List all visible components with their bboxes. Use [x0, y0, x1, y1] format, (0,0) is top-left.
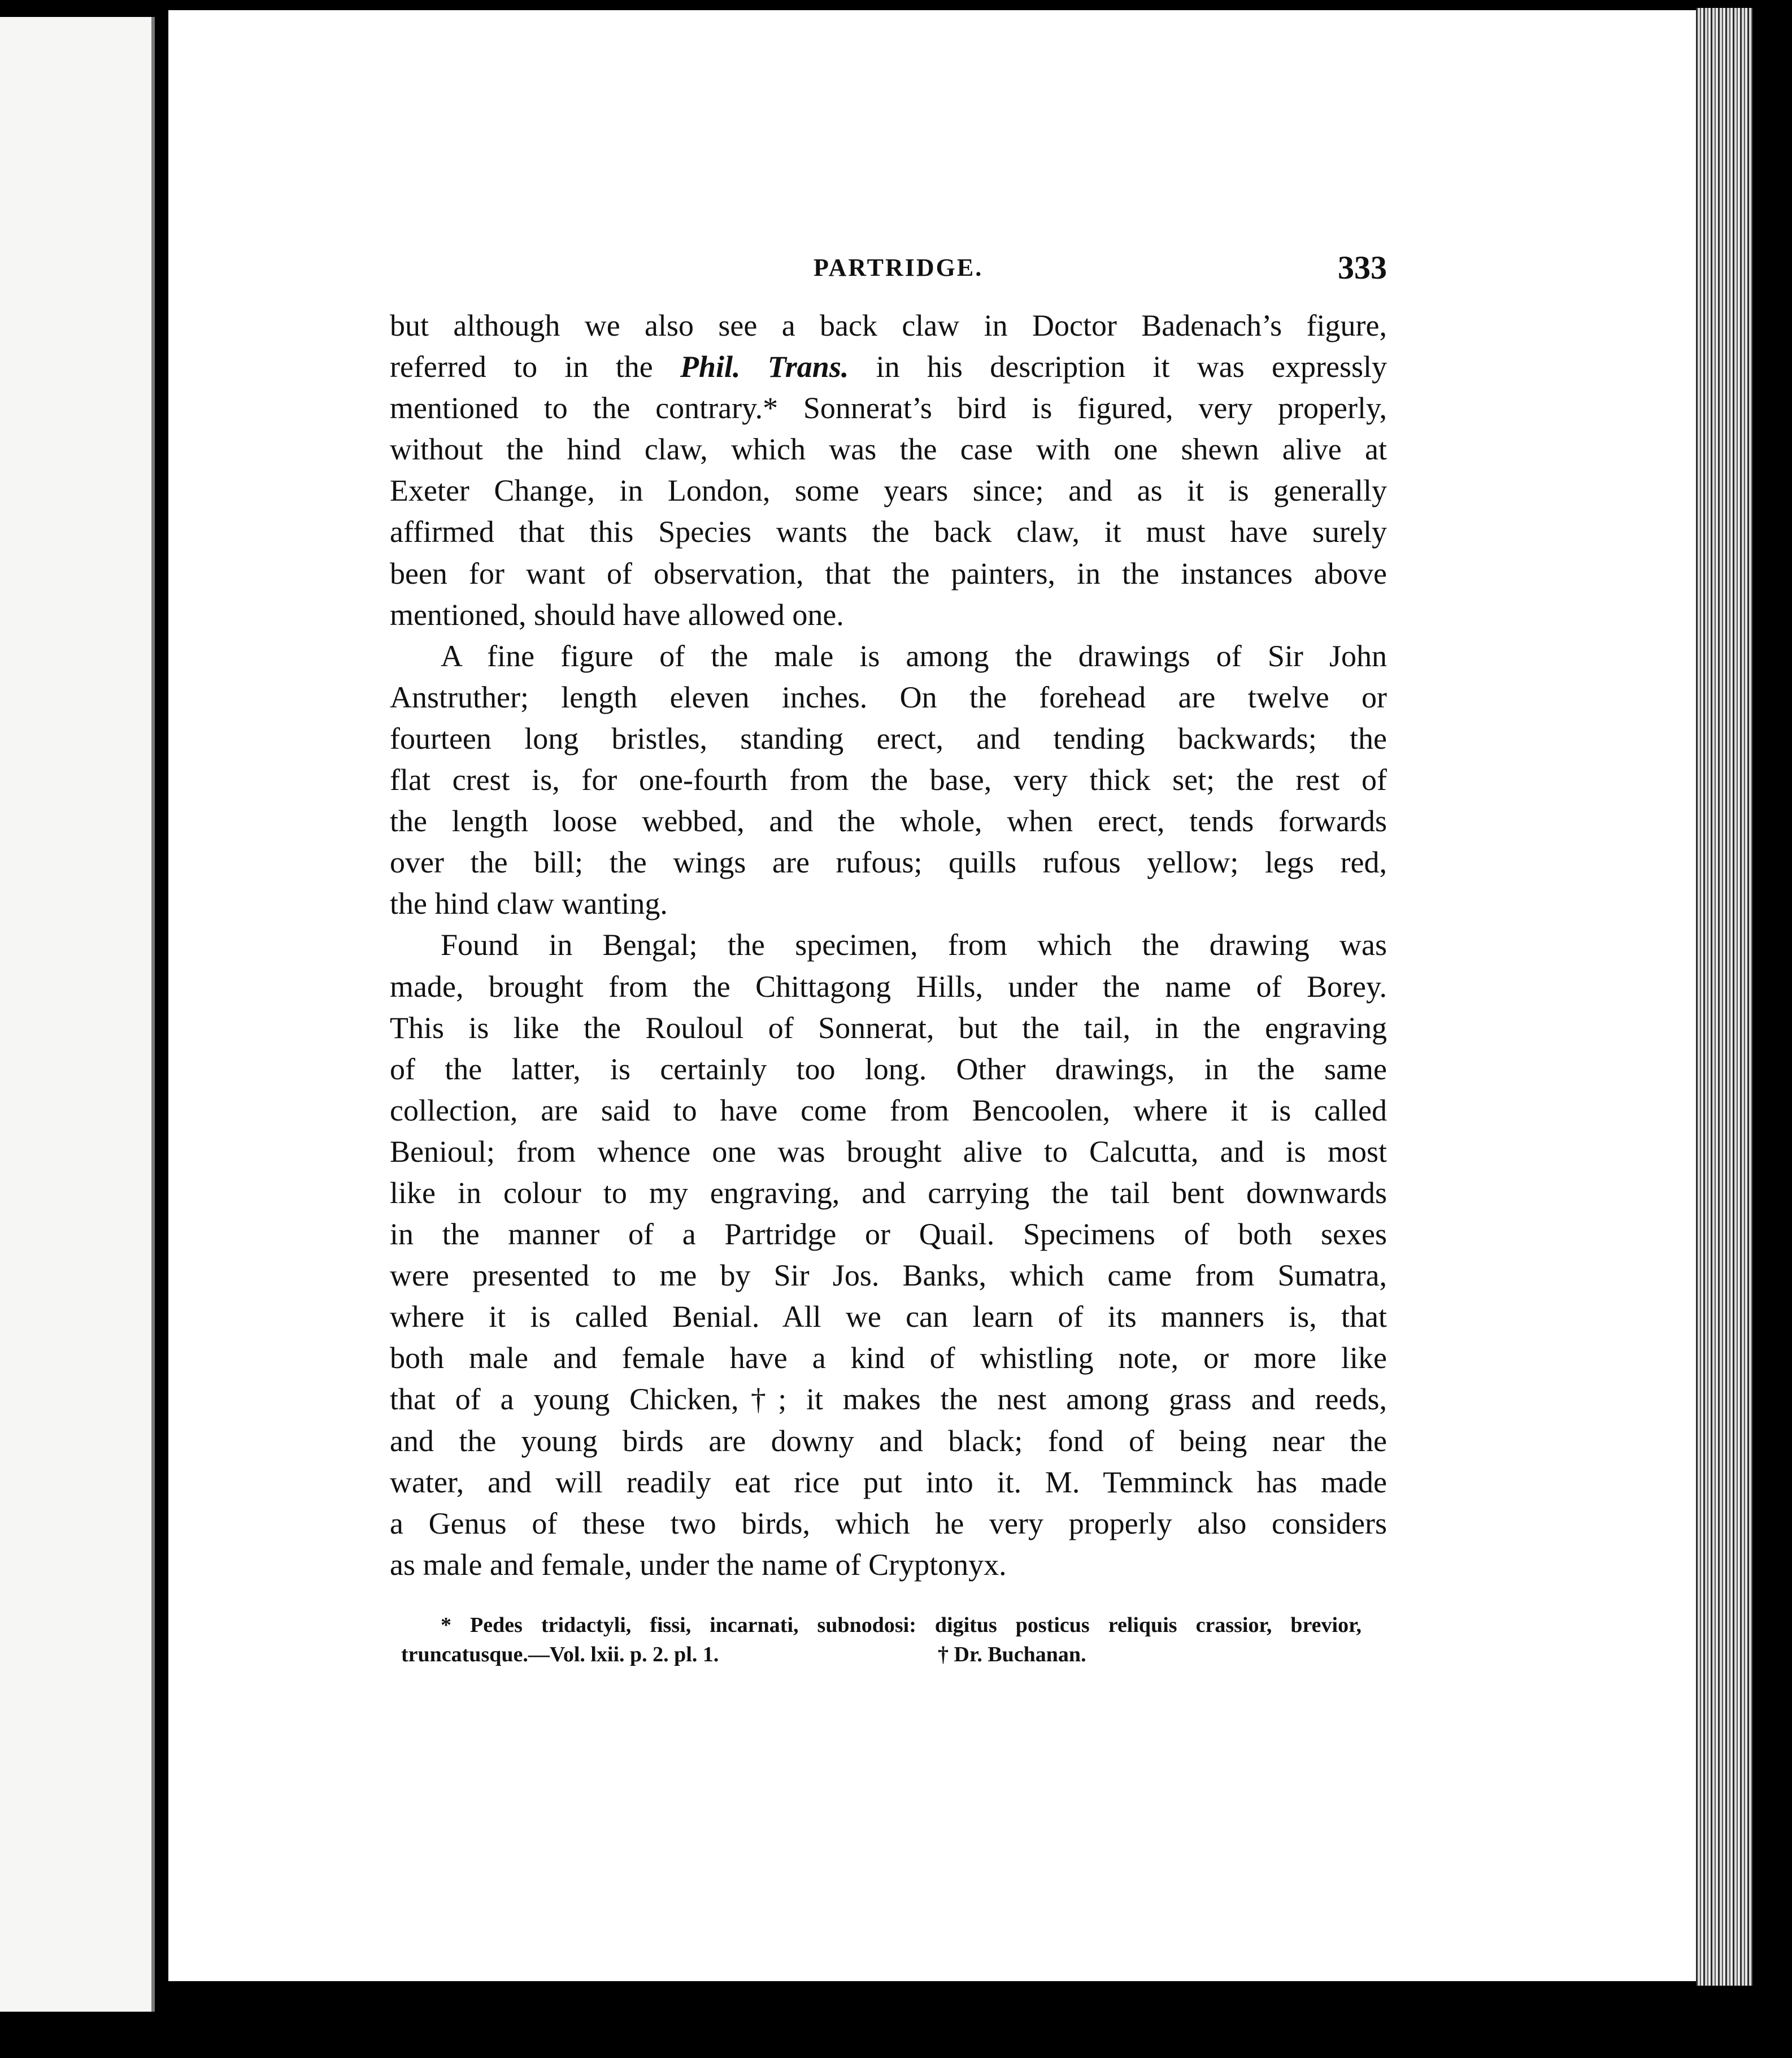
text-line: in the manner of a Partridge or Quail. Specimens of both sexes: [390, 1217, 1387, 1252]
text-line: mentioned to the contrary.* Sonnerat’s bird is figured, very properly,: [390, 391, 1387, 426]
text-line: where it is called Benial. All we can learn of its manners is, that: [390, 1300, 1387, 1334]
text-line: Benioul; from whence one was brought alive to Calcutta, and is most: [390, 1134, 1387, 1169]
text-line: both male and female have a kind of whistling note, or more like: [390, 1341, 1387, 1375]
text-line: as male and female, under the name of Cryptonyx.: [390, 1547, 1007, 1582]
text-line: a Genus of these two birds, which he very properly also considers: [390, 1506, 1387, 1540]
text-line: Found in Bengal; the specimen, from which the drawing was: [441, 928, 1387, 962]
text-line: Exeter Change, in London, some years since; and as it is generally: [390, 474, 1387, 508]
text-line: but although we also see a back claw in Doctor Badenach’s figure,: [390, 309, 1387, 342]
text-line: been for want of observation, that the painters, in the instances above: [390, 556, 1387, 591]
scan-border: [1752, 0, 1792, 2058]
text-line: Anstruther; length eleven inches. On the forehead are twelve or: [390, 680, 1387, 714]
text-line: without the hind claw, which was the case with one shewn alive at: [390, 432, 1387, 467]
footnotes: [401, 1610, 1362, 1669]
text-line: were presented to me by Sir Jos. Banks, which came from Sumatra,: [390, 1258, 1387, 1293]
text-line: water, and will readily eat rice put into it. M. Temminck has made: [390, 1465, 1387, 1499]
text-line: the length loose webbed, and the whole, when erect, tends forwards: [390, 804, 1387, 839]
text-line: This is like the Rouloul of Sonnerat, but the tail, in the engraving: [390, 1010, 1387, 1045]
text-line: of the latter, is certainly too long. Other drawings, in the same: [390, 1052, 1387, 1086]
text-line: collection, are said to have come from Bencoolen, where it is called: [390, 1093, 1387, 1127]
text-line: over the bill; the wings are rufous; quills rufous yellow; legs red,: [390, 845, 1387, 880]
page-number: 333: [1338, 249, 1387, 286]
text-line: that of a young Chicken,†; it makes the nest among grass and reeds,: [390, 1382, 1387, 1417]
footnote-reference: truncatusque.—Vol. lxii. p. 2. pl. 1.: [401, 1643, 719, 1666]
body-text: [390, 305, 1387, 1586]
text-line: the hind claw wanting.: [390, 887, 668, 921]
text-line: like in colour to my engraving, and carrying the tail bent downwards: [390, 1175, 1387, 1210]
page-stack-edges: [1696, 8, 1752, 1986]
footnote-line: * Pedes tridactyli, fissi, incarnati, subnodosi: digitus posticus reliquis crassior, brevior,: [441, 1613, 1362, 1637]
text-line: made, brought from the Chittagong Hills, under the name of Borey.: [390, 969, 1387, 1004]
previous-page-edge: [0, 17, 155, 2012]
running-head: PARTRIDGE.: [814, 254, 984, 281]
italic-title: Phil. Trans.: [680, 350, 849, 384]
text-line: referred to in the Phil. Trans. in his description it was expressly: [390, 350, 1387, 384]
footnote-dagger: † Dr. Buchanan.: [938, 1643, 1086, 1666]
page-header: [395, 249, 1387, 287]
text-line: flat crest is, for one-fourth from the base, very thick set; the rest of: [390, 763, 1387, 797]
text-line: fourteen long bristles, standing erect, and tending backwards; the: [390, 721, 1387, 756]
text-line: mentioned, should have allowed one.: [390, 597, 844, 632]
footnote-line: [401, 1640, 1362, 1669]
text-line: A fine figure of the male is among the drawings of Sir John: [441, 639, 1387, 673]
text-line: and the young birds are downy and black; fond of being near the: [390, 1423, 1387, 1458]
text-line: affirmed that this Species wants the back claw, it must have surely: [390, 515, 1387, 549]
